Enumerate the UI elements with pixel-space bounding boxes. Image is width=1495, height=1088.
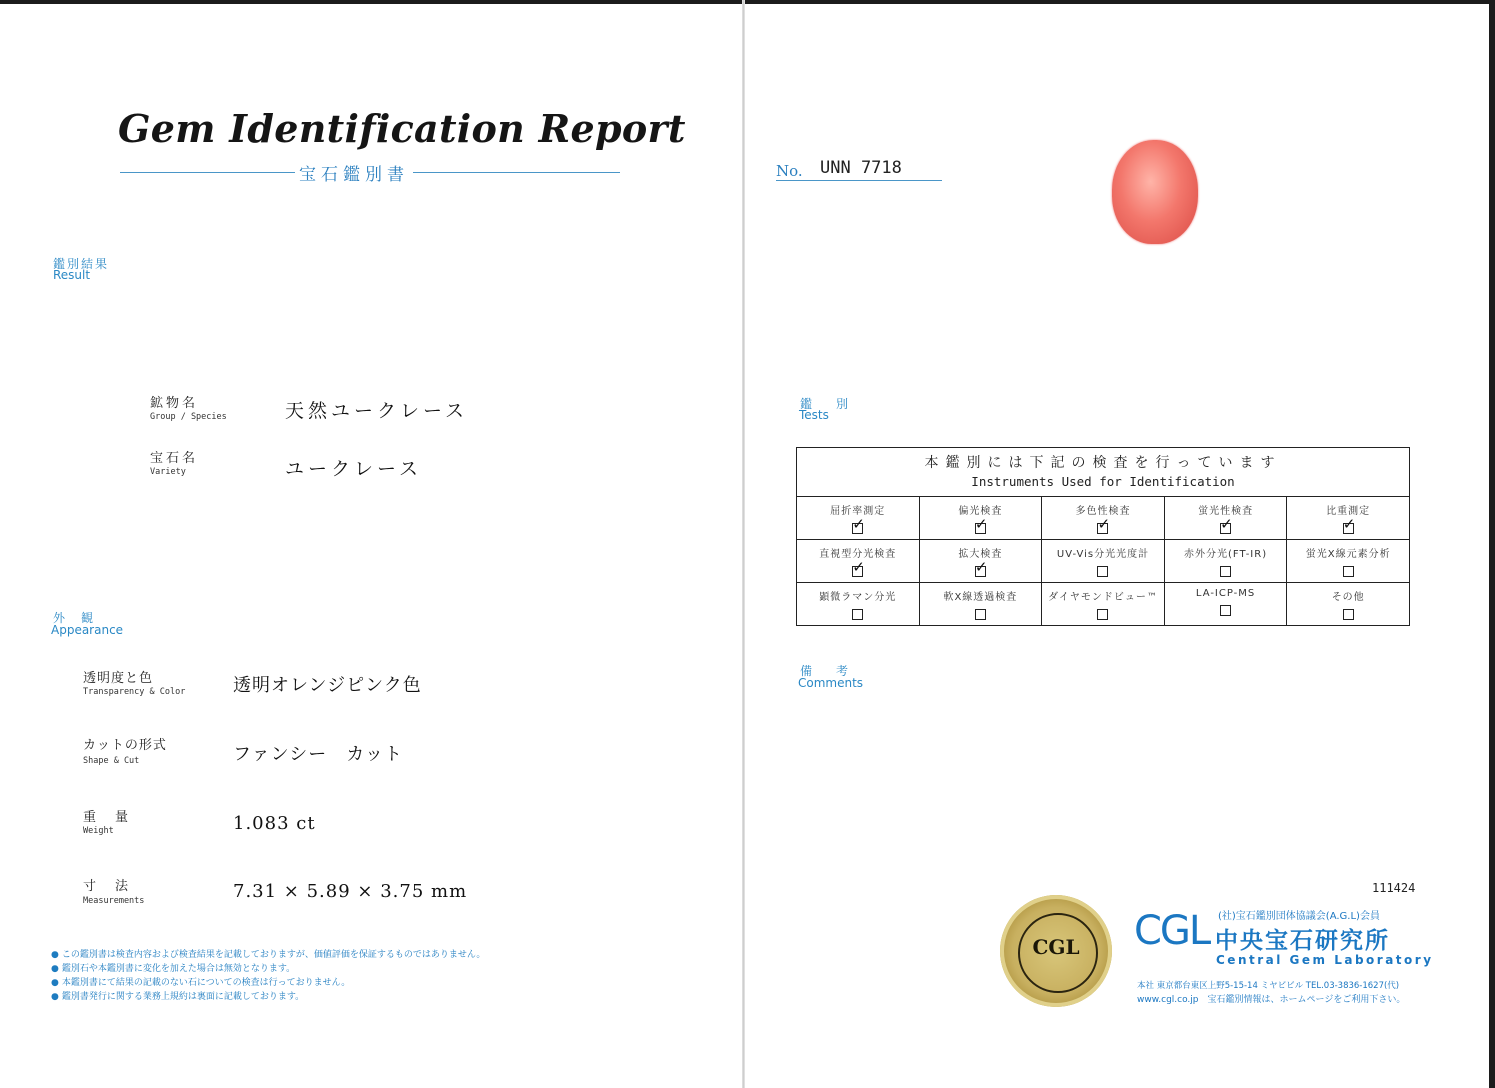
instrument-cell (919, 583, 1042, 626)
variety-value: ユークレース (285, 458, 423, 480)
species-label: 鉱物名 (150, 396, 199, 411)
instrument-cell (1287, 497, 1410, 540)
instruments-header (797, 448, 1410, 497)
transparency-label-en: Transparency & Color (83, 687, 186, 697)
checkbox (1343, 609, 1354, 620)
report-number-value: UNN 7718 (820, 158, 902, 178)
instrument-label: 蛍光X線元素分析 (1305, 549, 1391, 560)
measurements-label-en: Measurements (83, 896, 145, 906)
instrument-cell (1164, 540, 1287, 583)
instrument-cell (1287, 540, 1410, 583)
checkbox (1097, 609, 1108, 620)
note-line: ● 鑑別書発行に関する業務上規約は裏面に記載しております。 (51, 989, 304, 1002)
result-section-label-en: Result (53, 268, 91, 282)
page-right-edge (1489, 0, 1495, 1088)
instrument-label: 軟X線透過検査 (943, 592, 1018, 603)
instrument-cell (919, 497, 1042, 540)
tests-section-label: 鑑 別 (800, 397, 855, 411)
species-value: 天然ユークレース (285, 400, 469, 422)
measurements-value: 7.31 × 5.89 × 3.75 mm (233, 881, 468, 902)
instrument-label: 多色性検査 (1075, 506, 1131, 517)
tests-section-label-en: Tests (799, 408, 829, 422)
instrument-cell (797, 583, 920, 626)
page-fold (742, 0, 745, 1088)
report-number-rule (776, 180, 942, 181)
gold-seal (1000, 895, 1112, 1007)
checkbox (975, 609, 986, 620)
report-title: Gem Identification Report (118, 106, 686, 151)
instrument-label: 比重測定 (1326, 506, 1371, 517)
variety-label-en: Variety (150, 467, 186, 477)
instrument-cell (919, 540, 1042, 583)
instrument-cell (1042, 497, 1165, 540)
page-top-edge (0, 0, 1495, 4)
association-text: (社)宝石鑑別団体協議会(A.G.L)会員 (1218, 911, 1380, 922)
weight-value: 1.083 ct (233, 813, 316, 834)
seal-logo: CGL (1032, 935, 1080, 959)
checkbox (1097, 566, 1108, 577)
gemstone-photo (1112, 140, 1198, 244)
lab-address: 本社 東京都台東区上野5-15-14 ミヤビビル TEL.03-3836-1627(代) (1137, 981, 1400, 991)
checkbox (1220, 605, 1231, 616)
serial-number: 111424 (1372, 881, 1416, 895)
note-line: ● 本鑑別書にて結果の記載のない石についての検査は行っておりません。 (51, 975, 350, 988)
checked-checkbox (1097, 523, 1108, 534)
instrument-label: 偏光検査 (958, 506, 1003, 517)
checked-checkbox (852, 523, 863, 534)
shape-label-en: Shape & Cut (83, 756, 140, 766)
weight-label: 重 量 (83, 810, 132, 825)
instrument-label: LA-ICP-MS (1195, 588, 1256, 599)
instrument-label: 直視型分光検査 (819, 549, 897, 560)
result-section-label: 鑑別結果 (53, 257, 110, 271)
weight-label-en: Weight (83, 826, 114, 836)
instrument-cell (797, 497, 920, 540)
instrument-label: ダイヤモンドビュー™ (1048, 592, 1158, 603)
species-label-en: Group / Species (150, 412, 227, 422)
checked-checkbox (975, 566, 986, 577)
lab-name-en: Central Gem Laboratory (1216, 953, 1434, 967)
measurements-label: 寸 法 (83, 879, 132, 894)
instrument-label: 拡大検査 (958, 549, 1003, 560)
checked-checkbox (975, 523, 986, 534)
comments-section-label-en: Comments (798, 676, 864, 690)
instrument-label: 顕微ラマン分光 (819, 592, 897, 603)
shape-label: カットの形式 (83, 738, 167, 753)
instrument-cell (797, 540, 920, 583)
comments-section-label: 備 考 (800, 664, 855, 678)
checkbox (852, 609, 863, 620)
checkbox (1343, 566, 1354, 577)
instrument-cell (1287, 583, 1410, 626)
instrument-label: 赤外分光(FT-IR) (1184, 549, 1268, 560)
transparency-label: 透明度と色 (83, 671, 154, 686)
report-number-label: No. (776, 162, 803, 180)
instruments-table (796, 447, 1410, 626)
transparency-value: 透明オレンジピンク色 (233, 675, 422, 696)
instrument-label: 屈折率測定 (830, 506, 886, 517)
appearance-section-label-en: Appearance (51, 623, 124, 637)
shape-value: ファンシー カット (233, 744, 404, 765)
cgl-logo: CGL (1134, 908, 1210, 954)
note-line: ● 鑑別石や本鑑別書に変化を加えた場合は無効となります。 (51, 961, 295, 974)
checked-checkbox (1343, 523, 1354, 534)
instrument-cell (1164, 583, 1287, 626)
variety-label: 宝石名 (150, 451, 199, 466)
instrument-label: その他 (1331, 592, 1365, 603)
report-subtitle: 宝石鑑別書 (295, 160, 413, 185)
lab-website: www.cgl.co.jp 宝石鑑別情報は、ホームページをご利用下さい。 (1137, 995, 1406, 1005)
appearance-section-label: 外 観 (53, 611, 96, 625)
instrument-label: 蛍光性検査 (1198, 506, 1254, 517)
instrument-cell (1042, 583, 1165, 626)
checkbox (1220, 566, 1231, 577)
instrument-cell (1042, 540, 1165, 583)
checked-checkbox (852, 566, 863, 577)
lab-name-ja: 中央宝石研究所 (1215, 928, 1390, 954)
instrument-label: UV-Vis分光光度計 (1056, 549, 1150, 560)
instrument-cell (1164, 497, 1287, 540)
checked-checkbox (1220, 523, 1231, 534)
note-line: ● この鑑別書は検査内容および検査結果を記載しておりますが、価値評価を保証するものではありません。 (51, 947, 485, 960)
instruments-header-ja: 本鑑別には下記の検査を行っています (924, 455, 1282, 471)
instruments-header-en: Instruments Used for Identification (971, 474, 1235, 489)
